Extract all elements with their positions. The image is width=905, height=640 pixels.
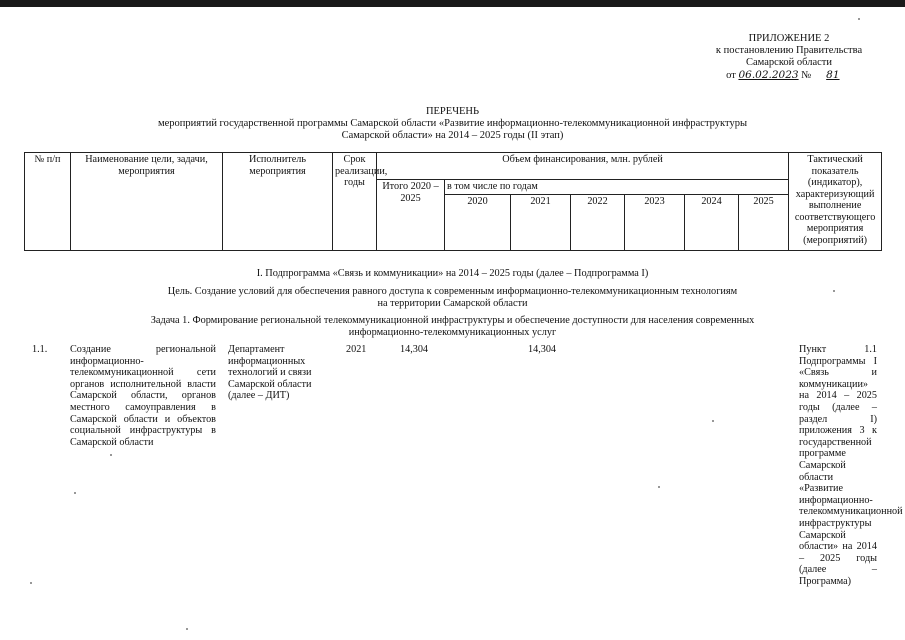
header-funding: Объем финансирования, млн. рублей: [377, 153, 789, 180]
appendix-decree: к постановлению Правительства: [715, 45, 863, 56]
header-indicator: Тактический показатель (индикатор), характеризующий выполнение соответствующего мероприятия (мероприятий): [789, 153, 882, 251]
row-total: 14,304: [400, 344, 429, 355]
number-prefix: №: [801, 70, 812, 81]
header-year-2024: 2024: [685, 194, 739, 250]
appendix-title: ПРИЛОЖЕНИЕ 2: [748, 33, 830, 44]
date-value: 06.02.2023: [738, 69, 799, 81]
row-number: 1.1.: [32, 344, 48, 355]
scan-speck: [110, 454, 112, 456]
subprogram-heading: I. Подпрограмма «Связь и коммуникации» на 2014 – 2025 годы (далее – Подпрограмма I): [256, 268, 649, 279]
header-name: Наименование цели, задачи, мероприятия: [71, 153, 223, 251]
row-year-2021: 14,304: [528, 344, 557, 355]
header-year-2020: 2020: [445, 194, 511, 250]
row-indicator: Пункт 1.1 Подпрограммы I «Связь и коммуникации» на 2014 – 2025 годы (далее – раздел I) приложения 3 к государственной программе Самарской области «Развитие информационно-телекоммуникационной инфраструктуры Самарской области» на 2014 – 2025 годы (далее – Программа): [799, 344, 903, 587]
header-year-2022: 2022: [571, 194, 625, 250]
task-line-2: информационно-телекоммуникационных услуг: [348, 327, 557, 338]
row-executor: Департамент информационных технологий и связи Самарской области (далее – ДИТ): [228, 344, 312, 402]
appendix-region: Самарской области: [746, 57, 832, 68]
scan-speck: [858, 18, 860, 20]
document-title: ПЕРЕЧЕНЬ: [425, 106, 480, 117]
scan-speck: [658, 486, 660, 488]
header-executor: Исполнитель мероприятия: [223, 153, 333, 251]
header-total: Итого 2020 – 2025: [377, 180, 445, 251]
appendix-date-line: [700, 69, 878, 82]
document-subtitle-1: мероприятий государственной программы Самарской области «Развитие информационно-телекоммуникационной инфраструктуры: [157, 118, 747, 129]
scan-speck: [30, 582, 32, 584]
document-subtitle-2: Самарской области» на 2014 – 2025 годы (II этап): [341, 130, 564, 141]
goal-line-2: на территории Самарской области: [377, 298, 528, 309]
appendix-block: [700, 33, 878, 82]
scan-speck: [833, 290, 835, 292]
header-period: Срок реализации, годы: [333, 153, 377, 251]
date-prefix: от: [726, 70, 736, 81]
header-year-2021: 2021: [511, 194, 571, 250]
scan-top-border: [0, 0, 905, 7]
scan-speck: [74, 492, 76, 494]
scan-speck: [186, 628, 188, 630]
goal-line-1: Цель. Создание условий для обеспечения равного доступа к современным информационно-телекоммуникационным технологиям: [167, 286, 738, 297]
number-value: 81: [826, 69, 840, 81]
header-year-2025: 2025: [739, 194, 789, 250]
header-by-years: в том числе по годам: [445, 180, 789, 195]
row-name: Создание региональной информационно-телекоммуникационной сети органов исполнительной власти Самарской области, органов местного самоуправления в Самарской области и объектов социальной инфраструктуры в Самарской области: [70, 344, 216, 448]
row-period: 2021: [346, 344, 367, 355]
funding-table-header: [24, 152, 882, 251]
scan-speck: [712, 420, 714, 422]
header-year-2023: 2023: [625, 194, 685, 250]
task-line-1: Задача 1. Формирование региональной телекоммуникационной инфраструктуры и обеспечение доступности для населения современных: [150, 315, 755, 326]
header-num: № п/п: [25, 153, 71, 251]
